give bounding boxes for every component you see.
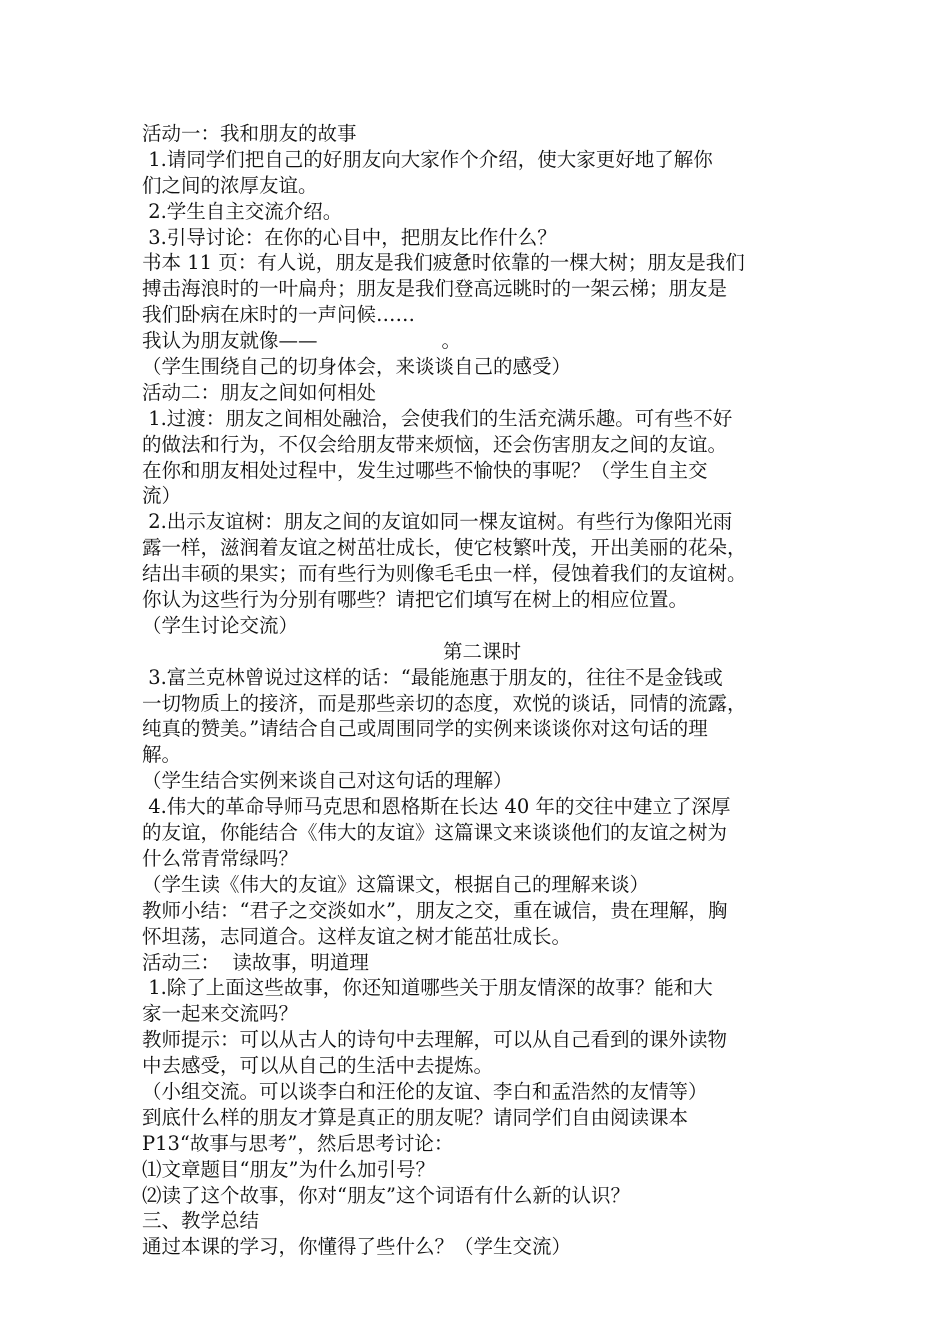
activity-two-heading: 活动二：朋友之间如何相处 (142, 380, 377, 404)
paragraph-line: 3.富兰克林曾说过这样的话：“最能施惠于朋友的，往往不是金钱或 (142, 665, 723, 689)
lesson-plan-body (142, 121, 822, 1260)
paragraph-line: （学生结合实例来谈自己对这句话的理解） (142, 769, 513, 793)
paragraph-line: 怀坦荡，志同道合。这样友谊之树才能茁壮成长。 (142, 924, 572, 948)
paragraph-line: （小组交流。可以谈李白和汪伦的友谊、李白和孟浩然的友情等） (142, 1079, 708, 1103)
paragraph-line: 流） (142, 484, 182, 508)
paragraph-line: （学生围绕自己的切身体会，来谈谈自己的感受） (142, 355, 572, 379)
activity-one-heading: 活动一：我和朋友的故事 (142, 122, 357, 145)
paragraph-line: 书本 11 页：有人说，朋友是我们疲惫时依靠的一棵大树；朋友是我们 (142, 251, 745, 275)
paragraph-line: 什么常青常绿吗？ (142, 846, 299, 870)
paragraph-line: 家一起来交流吗？ (142, 1002, 299, 1026)
paragraph-line: 通过本课的学习，你懂得了些什么？（学生交流） (142, 1235, 572, 1259)
paragraph-line: 2.出示友谊树：朋友之间的友谊如同一棵友谊树。有些行为像阳光雨 (142, 510, 733, 534)
question-item: ⑵读了这个故事，你对“朋友”这个词语有什么新的认识？ (142, 1183, 630, 1207)
paragraph-line: 你认为这些行为分别有哪些？请把它们填写在树上的相应位置。 (142, 588, 689, 612)
question-item: ⑴文章题目“朋友”为什么加引号？ (142, 1157, 435, 1181)
paragraph-line: 中去感受，可以从自己的生活中去提炼。 (142, 1054, 494, 1078)
paragraph-line: 结出丰硕的果实；而有些行为则像毛毛虫一样，侵蚀着我们的友谊树。 (142, 562, 747, 586)
summary-heading: 三、教学总结 (142, 1209, 260, 1233)
paragraph-line: 在你和朋友相处过程中，发生过哪些不愉快的事呢？（学生自主交 (142, 458, 708, 482)
paragraph-line: 4.伟大的革命导师马克思和恩格斯在长达 40 年的交往中建立了深厚 (142, 795, 731, 819)
activity-three-heading: 活动三： 读故事，明道理 (142, 950, 369, 974)
paragraph-line: 1.请同学们把自己的好朋友向大家作个介绍，使大家更好地了解你 (142, 147, 713, 171)
paragraph-line: 教师小结：“君子之交淡如水”，朋友之交，重在诚信，贵在理解，胸 (142, 898, 728, 922)
paragraph-line: 2.学生自主交流介绍。 (142, 199, 343, 223)
paragraph-line: 我们卧病在床时的一声问候…… (142, 303, 416, 327)
paragraph-line: （学生读《伟大的友谊》这篇课文，根据自己的理解来谈） (142, 872, 650, 896)
paragraph-line: P13“故事与思考”，然后思考讨论： (142, 1131, 454, 1155)
fill-in-blank-line: 我认为朋友就像—— 。 (142, 329, 461, 353)
paragraph-line: 解。 (142, 743, 182, 767)
paragraph-line: 一切物质上的接济，而是那些亲切的态度，欢悦的谈话，同情的流露， (142, 691, 747, 715)
paragraph-line: 1.过渡：朋友之间相处融洽，会使我们的生活充满乐趣。可有些不好 (142, 406, 733, 430)
paragraph-line: 的友谊，你能结合《伟大的友谊》这篇课文来谈谈他们的友谊之树为 (142, 821, 728, 845)
section-title-second-period: 第二课时 (442, 639, 521, 663)
paragraph-line: 到底什么样的朋友才算是真正的朋友呢？请同学们自由阅读课本 (142, 1105, 689, 1129)
paragraph-line: 们之间的浓厚友谊。 (142, 173, 318, 197)
paragraph-line: 搏击海浪时的一叶扁舟；朋友是我们登高远眺时的一架云梯；朋友是 (142, 277, 728, 301)
paragraph-line: 1.除了上面这些故事，你还知道哪些关于朋友情深的故事？能和大 (142, 976, 713, 1000)
paragraph-line: 3.引导讨论：在你的心目中，把朋友比作什么？ (142, 225, 557, 249)
paragraph-line: 纯真的赞美。”请结合自己或周围同学的实例来谈谈你对这句话的理 (142, 717, 708, 741)
paragraph-line: 露一样，滋润着友谊之树茁壮成长，使它枝繁叶茂，开出美丽的花朵， (142, 536, 747, 560)
paragraph-line: （学生讨论交流） (142, 613, 299, 637)
paragraph-line: 的做法和行为，不仅会给朋友带来烦恼，还会伤害朋友之间的友谊。 (142, 432, 728, 456)
paragraph-line: 教师提示：可以从古人的诗句中去理解，可以从自己看到的课外读物 (142, 1028, 728, 1052)
